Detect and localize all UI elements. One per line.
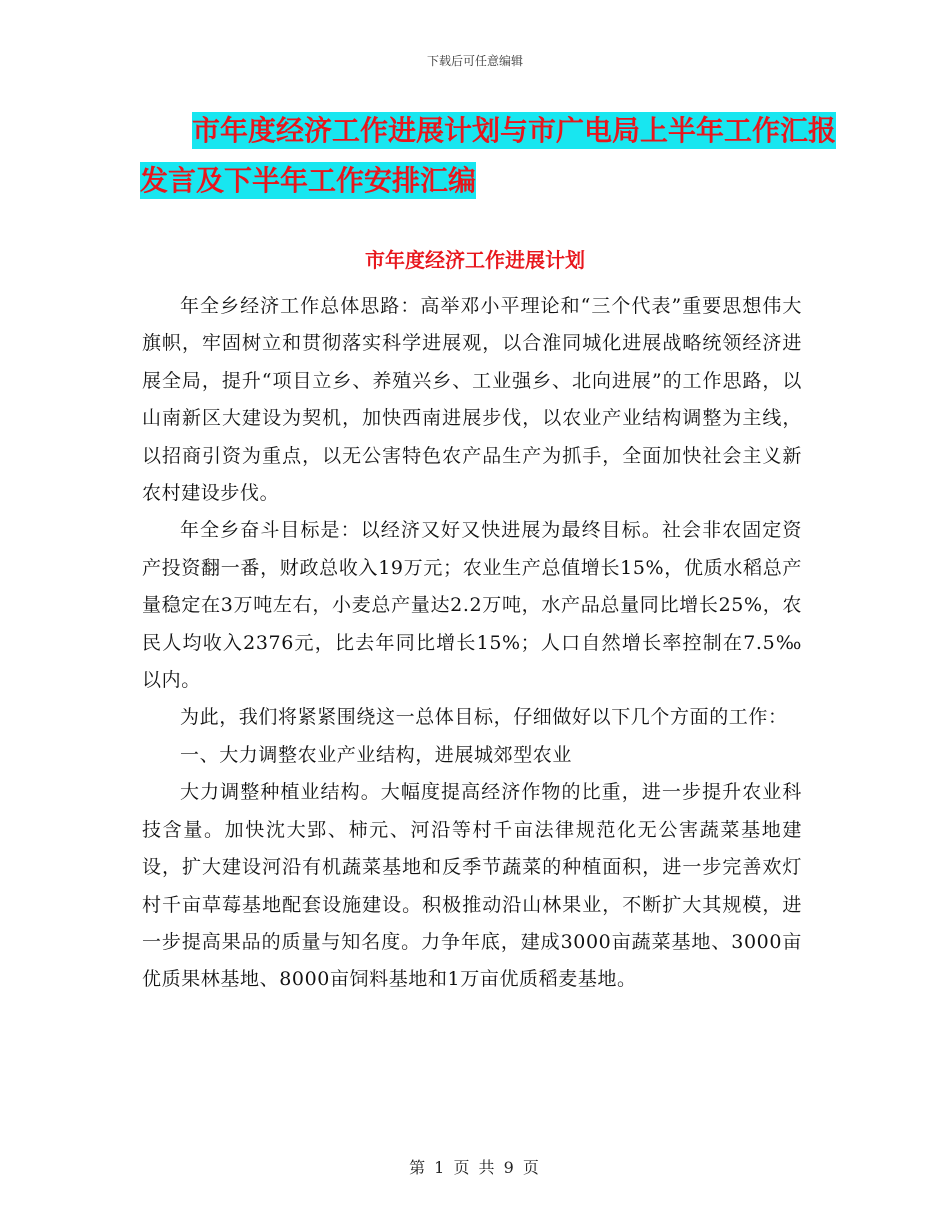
section-title: 市年度经济工作进展计划 [365, 248, 585, 272]
paragraph: 一、大力调整农业产业结构，进展城郊型农业 [180, 743, 573, 766]
title-highlight: 市年度经济工作进展计划与市广电局上半年工作汇报 [192, 114, 837, 147]
paragraph: 大力调整种植业结构。大幅度提高经济作物的比重，进一步提升农业科技含量。加快沈大郢、柿元、河沿等村千亩法律规范化无公害蔬菜基地建设，扩大建设河沿有机蔬菜基地和反季节蔬菜的种植面积，进一步完善欢灯村千亩草莓基地配套设施建设。积极推动沿山林果业，不断扩大其规模，进一步提高果品的质量与知名度。力争年底，建成3000亩蔬菜基地、3000亩优质果林基地、8000亩饲料基地和1万亩优质稻麦基地。 [142, 781, 802, 991]
document-title-line-2 [140, 156, 820, 206]
document-body [142, 288, 802, 999]
document-title-line-1 [140, 106, 837, 156]
title-highlight: 发言及下半年工作安排汇编 [140, 164, 477, 197]
header-note: 下载后可任意编辑 [426, 54, 523, 68]
paragraph: 年全乡经济工作总体思路：高举邓小平理论和“三个代表”重要思想伟大旗帜，牢固树立和贯彻落实科学进展观，以合淮同城化进展战略统领经济进展全局，提升“项目立乡、养殖兴乡、工业强乡、北向进展”的工作思路，以山南新区大建设为契机，加快西南进展步伐，以农业产业结构调整为主线，以招商引资为重点，以无公害特色农产品生产为抓手，全面加快社会主义新农村建设步伐。 [142, 295, 802, 505]
paragraph: 为此，我们将紧紧围绕这一总体目标，仔细做好以下几个方面的工作： [180, 706, 788, 729]
paragraph: 年全乡奋斗目标是：以经济又好又快进展为最终目标。社会非农固定资产投资翻一番，财政总收入19万元；农业生产总值增长15%，优质水稻总产量稳定在3万吨左右，小麦总产量达2.2万吨，水产品总量同比增长25%，农民人均收入2376元，比去年同比增长15%；人口自然增长率控制在7.5‰以内。 [142, 519, 802, 692]
document-title [140, 106, 837, 206]
page-footer: 第 1 页 共 9 页 [409, 1158, 541, 1177]
